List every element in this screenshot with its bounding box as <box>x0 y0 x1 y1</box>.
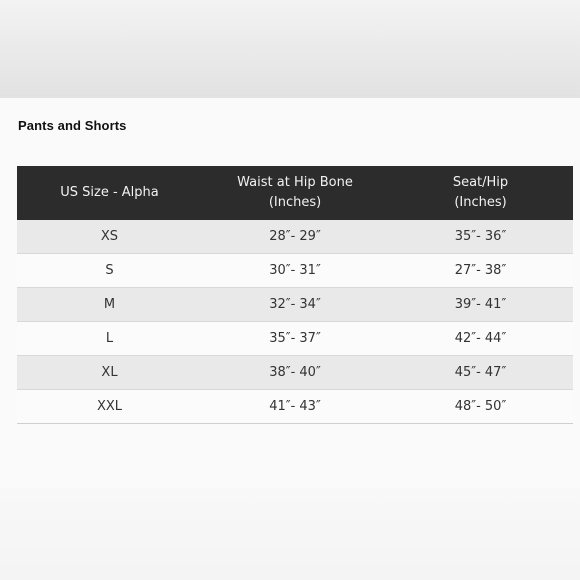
header-seat-hip-unit: (Inches) <box>454 195 507 210</box>
table-row <box>17 356 573 390</box>
cell-waist: 38″- 40″ <box>202 356 388 390</box>
header-waist-label: Waist at Hip Bone <box>237 175 353 190</box>
header-seat-hip <box>388 166 573 220</box>
header-us-size-label: US Size - Alpha <box>60 185 159 200</box>
table-row <box>17 254 573 288</box>
header-waist-unit: (Inches) <box>268 195 322 210</box>
table-row <box>17 390 573 424</box>
top-background <box>0 0 580 98</box>
cell-size: XXL <box>17 390 202 424</box>
cell-size: L <box>17 322 202 356</box>
cell-seat-hip: 27″- 38″ <box>388 254 573 288</box>
cell-waist: 30″- 31″ <box>202 254 388 288</box>
cell-seat-hip: 35″- 36″ <box>388 220 573 254</box>
header-waist <box>202 166 388 220</box>
table-row <box>17 288 573 322</box>
cell-waist: 32″- 34″ <box>202 288 388 322</box>
section-title: Pants and Shorts <box>18 118 127 133</box>
table-row <box>17 220 573 254</box>
cell-size: S <box>17 254 202 288</box>
cell-waist: 41″- 43″ <box>202 390 388 424</box>
header-us-size <box>17 166 202 220</box>
cell-size: M <box>17 288 202 322</box>
cell-seat-hip: 42″- 44″ <box>388 322 573 356</box>
table-body <box>17 220 573 424</box>
cell-waist: 35″- 37″ <box>202 322 388 356</box>
cell-seat-hip: 45″- 47″ <box>388 356 573 390</box>
cell-seat-hip: 48″- 50″ <box>388 390 573 424</box>
cell-seat-hip: 39″- 41″ <box>388 288 573 322</box>
cell-waist: 28″- 29″ <box>202 220 388 254</box>
table-header <box>17 166 573 220</box>
cell-size: XS <box>17 220 202 254</box>
cell-size: XL <box>17 356 202 390</box>
table-row <box>17 322 573 356</box>
header-seat-hip-label: Seat/Hip <box>452 175 509 190</box>
size-chart-table <box>17 166 573 424</box>
bottom-background <box>0 488 580 580</box>
header-row <box>17 166 573 220</box>
